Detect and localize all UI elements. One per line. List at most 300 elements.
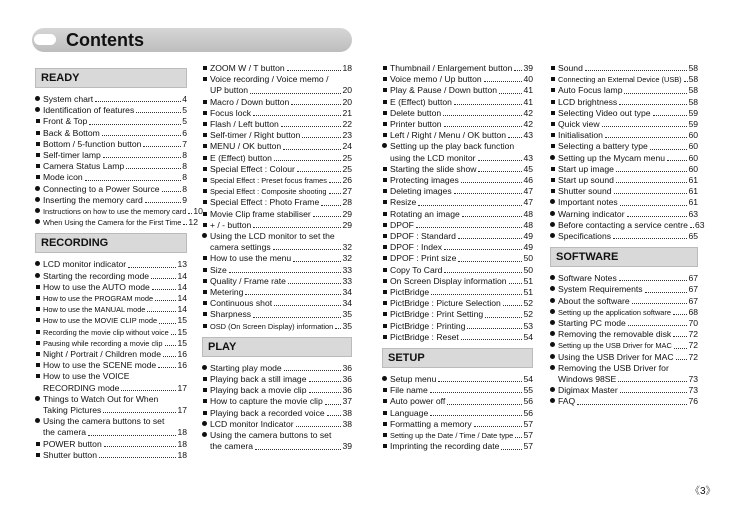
toc-entry[interactable] — [35, 217, 198, 228]
toc-entry[interactable] — [550, 108, 698, 119]
toc-entry-title: PictBridge — [390, 287, 430, 298]
circle-bullet-icon — [550, 396, 558, 407]
circle-bullet-icon — [35, 217, 43, 228]
square-bullet-icon — [202, 265, 210, 276]
toc-entry[interactable] — [382, 186, 533, 197]
toc-entry[interactable] — [382, 276, 533, 287]
toc-entry[interactable] — [202, 220, 352, 231]
toc-entry[interactable] — [382, 253, 533, 264]
toc-entry[interactable] — [382, 408, 533, 419]
toc-entry-title: Instructions on how to use the memory card — [43, 207, 187, 217]
toc-entry[interactable] — [202, 74, 352, 85]
dot-leader — [616, 182, 688, 183]
toc-entry[interactable] — [35, 327, 187, 338]
circle-bullet-icon — [550, 329, 558, 340]
toc-entry-title: On Screen Display information — [390, 275, 507, 286]
circle-bullet-icon — [35, 105, 43, 116]
toc-page-number: 58 — [688, 74, 699, 85]
toc-page-number: 29 — [342, 208, 352, 219]
toc-entry-title: Starting PC mode — [558, 318, 626, 329]
toc-entry-title: POWER button — [43, 438, 102, 449]
toc-entry-title: Windows 98SE — [558, 374, 617, 385]
toc-page-number: 53 — [523, 320, 533, 331]
dot-leader — [690, 227, 694, 228]
square-bullet-icon — [202, 63, 210, 74]
toc-page-number: 72 — [688, 351, 698, 362]
toc-entry-title: How to use the VOICE — [43, 371, 130, 382]
square-bullet-icon — [202, 253, 210, 264]
dot-leader — [619, 280, 688, 281]
dot-leader — [88, 435, 176, 436]
toc-entry-title: Size — [210, 264, 227, 275]
toc-page-number: 41 — [523, 96, 533, 107]
toc-entry-continuation[interactable] — [382, 153, 533, 164]
toc-page-number: 63 — [688, 208, 698, 219]
square-bullet-icon — [382, 265, 390, 276]
toc-entry-title: Starting the slide show — [390, 163, 477, 174]
toc-entry[interactable] — [35, 282, 187, 293]
toc-entry[interactable] — [550, 85, 698, 96]
toc-entry[interactable] — [382, 197, 533, 208]
toc-page-number: 61 — [688, 175, 698, 186]
dot-leader — [431, 294, 522, 295]
toc-entry[interactable] — [382, 332, 533, 343]
toc-entry[interactable] — [382, 419, 533, 430]
toc-entry[interactable] — [550, 307, 698, 318]
toc-entry[interactable] — [202, 298, 352, 309]
square-bullet-icon — [35, 172, 43, 183]
toc-page-number: 8 — [182, 161, 187, 172]
toc-entry[interactable] — [550, 296, 698, 307]
toc-page-number: 54 — [523, 331, 533, 342]
toc-entry[interactable] — [202, 175, 352, 186]
dot-leader — [447, 404, 522, 405]
dot-leader — [103, 412, 176, 413]
dot-leader — [645, 292, 688, 293]
toc-entry[interactable] — [382, 63, 533, 74]
toc-entry[interactable] — [550, 130, 698, 141]
toc-page-number: 42 — [523, 107, 533, 118]
toc-entry-title: Setup menu — [390, 374, 437, 385]
toc-entry-title: How to use the MANUAL mode — [43, 305, 146, 315]
dot-leader — [632, 303, 688, 304]
toc-entry[interactable] — [382, 164, 533, 175]
toc-page-number: 35 — [342, 320, 352, 331]
toc-entry[interactable] — [35, 150, 187, 161]
dot-leader — [684, 81, 688, 82]
toc-entry[interactable] — [550, 329, 698, 340]
toc-entry-title: Important notes — [558, 197, 618, 208]
square-bullet-icon — [550, 175, 558, 186]
toc-entry-continuation[interactable] — [550, 374, 698, 385]
toc-page-number: 65 — [688, 231, 698, 242]
square-bullet-icon — [35, 128, 43, 139]
toc-page-number: 39 — [523, 63, 533, 73]
toc-entry-title: Connecting to a Power Source — [43, 183, 160, 194]
toc-entry[interactable] — [202, 374, 352, 385]
toc-entry-title: Using the USB Driver for MAC — [558, 351, 674, 362]
toc-entry[interactable] — [35, 206, 203, 217]
toc-entry[interactable] — [550, 209, 698, 220]
toc-entry[interactable] — [202, 97, 352, 108]
dot-leader — [329, 193, 342, 194]
toc-page-number: 50 — [523, 264, 533, 275]
toc-entry[interactable] — [202, 153, 352, 164]
toc-page-number: 49 — [523, 242, 533, 253]
toc-entry-title: DPOF : Standard — [390, 231, 456, 242]
toc-entry-title: RECORDING mode — [43, 382, 120, 393]
toc-entry[interactable] — [35, 304, 187, 315]
toc-entry[interactable] — [382, 108, 533, 119]
toc-entry[interactable] — [202, 287, 352, 298]
toc-page-number: 12 — [188, 217, 198, 228]
square-bullet-icon — [550, 164, 558, 175]
toc-entry[interactable] — [382, 374, 533, 385]
toc-entry[interactable] — [35, 394, 187, 405]
toc-entry-continuation[interactable] — [202, 242, 352, 253]
toc-entry[interactable] — [382, 396, 533, 407]
square-bullet-icon — [202, 97, 210, 108]
toc-entry[interactable] — [35, 128, 187, 139]
dot-leader — [255, 449, 341, 450]
toc-page-number: 34 — [342, 298, 352, 309]
toc-entry-continuation[interactable] — [35, 383, 187, 394]
square-bullet-icon — [35, 450, 43, 461]
toc-page-number: 33 — [342, 264, 352, 275]
toc-entry-title: Quick view — [558, 119, 600, 130]
toc-entry[interactable] — [550, 396, 698, 407]
toc-entry-title: E (Effect) button — [390, 96, 452, 107]
toc-entry-title: Start up image — [558, 163, 614, 174]
dot-leader — [313, 216, 342, 217]
toc-entry[interactable] — [550, 273, 698, 284]
square-bullet-icon — [35, 304, 43, 315]
toc-entry-title: Inserting the memory card — [43, 194, 143, 205]
toc-entry-title: Selecting a battery type — [558, 141, 648, 152]
toc-entry-title: Using the LCD monitor to set the — [210, 231, 335, 242]
dot-leader — [650, 149, 688, 150]
toc-entry[interactable] — [35, 315, 187, 326]
toc-entry-title: PictBridge : Picture Selection — [390, 298, 501, 309]
toc-entry[interactable] — [202, 396, 352, 407]
toc-entry[interactable] — [202, 309, 352, 320]
dot-leader — [143, 146, 181, 147]
dot-leader — [253, 115, 341, 116]
toc-page-number: 72 — [688, 340, 698, 351]
toc-entry[interactable] — [202, 321, 352, 332]
section-header: SOFTWARE — [550, 247, 698, 267]
toc-entry[interactable] — [35, 416, 187, 427]
toc-entry-title: Auto Focus lamp — [558, 85, 623, 96]
square-bullet-icon — [35, 161, 43, 172]
toc-entry[interactable] — [382, 209, 533, 220]
dot-leader — [89, 124, 181, 125]
circle-bullet-icon — [550, 385, 558, 396]
toc-entry[interactable] — [382, 74, 533, 85]
toc-entry-title: Recording the movie clip without voice — [43, 327, 169, 337]
dot-leader — [163, 356, 176, 357]
toc-page-number: 40 — [523, 74, 533, 85]
toc-entry[interactable] — [35, 338, 187, 349]
toc-entry-continuation[interactable] — [35, 405, 187, 416]
toc-entry[interactable] — [382, 141, 533, 152]
toc-entry-continuation[interactable] — [202, 441, 352, 452]
toc-entry-title: Digimax Master — [558, 385, 618, 396]
square-bullet-icon — [382, 287, 390, 298]
circle-bullet-icon — [35, 206, 43, 217]
toc-page-number: 68 — [688, 306, 698, 317]
circle-bullet-icon — [550, 307, 558, 318]
toc-entry[interactable] — [550, 284, 698, 295]
toc-entry-title: Software Notes — [558, 273, 617, 284]
toc-entry[interactable] — [382, 385, 533, 396]
toc-entry[interactable] — [202, 408, 352, 419]
toc-entry[interactable] — [202, 130, 352, 141]
toc-entry[interactable] — [382, 220, 533, 231]
page-number: 《3》 — [690, 486, 716, 497]
toc-entry-title: System Requirements — [558, 284, 643, 295]
toc-entry[interactable] — [382, 242, 533, 253]
circle-bullet-icon — [35, 394, 43, 405]
toc-entry-title: Sound — [558, 63, 583, 73]
toc-entry-title: How to use the AUTO mode — [43, 281, 150, 292]
square-bullet-icon — [550, 119, 558, 130]
toc-entry[interactable] — [202, 363, 352, 374]
toc-entry-title: Front & Top — [43, 116, 88, 127]
toc-entry[interactable] — [550, 318, 698, 329]
toc-page-number: 73 — [688, 385, 698, 396]
toc-entry-title: Special Effect : Photo Frame — [210, 197, 320, 208]
toc-entry[interactable] — [202, 141, 352, 152]
toc-page-number: 60 — [688, 152, 698, 163]
toc-entry[interactable] — [550, 97, 698, 108]
square-bullet-icon — [550, 74, 558, 85]
toc-page-number: 47 — [523, 186, 533, 197]
dot-leader — [183, 224, 187, 225]
toc-entry[interactable] — [382, 175, 533, 186]
toc-entry[interactable] — [550, 119, 698, 130]
toc-entry[interactable] — [202, 430, 352, 441]
square-bullet-icon — [202, 209, 210, 220]
toc-page-number: 17 — [177, 405, 187, 416]
toc-entry-title: How to use the MOVIE CLIP mode — [43, 316, 158, 326]
toc-entry[interactable] — [202, 197, 352, 208]
toc-entry[interactable] — [382, 430, 533, 441]
toc-entry[interactable] — [382, 130, 533, 141]
dot-leader — [499, 93, 522, 94]
toc-entry[interactable] — [35, 439, 187, 450]
toc-column-1 — [35, 63, 203, 461]
toc-entry[interactable] — [202, 419, 352, 430]
toc-entry[interactable] — [382, 298, 533, 309]
toc-entry[interactable] — [550, 340, 698, 351]
square-bullet-icon — [382, 430, 390, 441]
toc-entry[interactable] — [550, 197, 698, 208]
toc-page-number: 9 — [182, 194, 187, 205]
toc-entry[interactable] — [202, 385, 352, 396]
toc-entry[interactable] — [35, 259, 187, 270]
toc-entry-title: camera settings — [210, 242, 271, 253]
toc-entry[interactable] — [550, 153, 698, 164]
toc-entry-continuation[interactable] — [35, 427, 187, 438]
toc-page-number: 73 — [688, 374, 698, 385]
toc-entry[interactable] — [35, 139, 187, 150]
toc-entry-title: How to use the PROGRAM mode — [43, 294, 154, 304]
dot-leader — [438, 381, 522, 382]
toc-entry-title: Connecting an External Device (USB) — [558, 75, 682, 85]
toc-entry[interactable] — [202, 164, 352, 175]
toc-entry[interactable] — [550, 186, 698, 197]
toc-entry[interactable] — [382, 309, 533, 320]
toc-page-number: 5 — [182, 105, 187, 116]
toc-entry[interactable] — [550, 175, 698, 186]
toc-entry-title: using the LCD monitor — [390, 152, 476, 163]
toc-entry-title: Setting up the play back function — [390, 141, 515, 152]
toc-entry[interactable] — [35, 195, 187, 206]
dot-leader — [577, 404, 687, 405]
square-bullet-icon — [202, 321, 210, 332]
toc-page-number: 16 — [177, 349, 187, 360]
dot-leader — [162, 191, 182, 192]
square-bullet-icon — [202, 220, 210, 231]
toc-entry[interactable] — [550, 63, 698, 74]
toc-entry[interactable] — [382, 119, 533, 130]
toc-entry-title: the camera — [43, 427, 86, 438]
toc-page-number: 25 — [342, 163, 352, 174]
toc-column-2 — [202, 63, 352, 453]
toc-entry[interactable] — [550, 74, 698, 85]
toc-entry[interactable] — [382, 97, 533, 108]
toc-entry-title: Auto power off — [390, 396, 446, 407]
toc-page-number: 58 — [688, 96, 698, 107]
toc-entry[interactable] — [202, 265, 352, 276]
toc-entry[interactable] — [202, 253, 352, 264]
toc-column-3 — [382, 63, 533, 453]
toc-entry[interactable] — [382, 85, 533, 96]
toc-entry-title: OSD (On Screen Display) information — [210, 321, 334, 331]
toc-entry[interactable] — [550, 352, 698, 363]
toc-entry[interactable] — [35, 450, 187, 461]
dot-leader — [145, 202, 181, 203]
circle-bullet-icon — [550, 296, 558, 307]
toc-page-number: 14 — [177, 270, 187, 281]
toc-page-number: 61 — [688, 186, 698, 197]
square-bullet-icon — [202, 309, 210, 320]
toc-entry-title: Start up sound — [558, 175, 614, 186]
toc-page-number: 61 — [688, 197, 698, 208]
toc-entry[interactable] — [550, 363, 698, 374]
toc-entry[interactable] — [35, 172, 187, 183]
toc-page-number: 33 — [342, 275, 352, 286]
toc-entry[interactable] — [35, 371, 187, 382]
toc-entry[interactable] — [35, 360, 187, 371]
dot-leader — [104, 446, 177, 447]
toc-entry-title: Night / Portrait / Children mode — [43, 349, 161, 360]
square-bullet-icon — [35, 439, 43, 450]
toc-page-number: 54 — [523, 374, 533, 385]
square-bullet-icon — [202, 130, 210, 141]
square-bullet-icon — [382, 332, 390, 343]
toc-page-number: 57 — [523, 430, 533, 441]
dot-leader — [461, 339, 523, 340]
dot-leader — [467, 328, 522, 329]
dot-leader — [673, 314, 687, 315]
toc-entry[interactable] — [202, 63, 352, 74]
toc-entry[interactable] — [202, 119, 352, 130]
toc-entry[interactable] — [202, 108, 352, 119]
toc-entry[interactable] — [35, 293, 187, 304]
toc-entry[interactable] — [35, 94, 187, 105]
toc-entry-continuation[interactable] — [202, 85, 352, 96]
toc-entry[interactable] — [382, 321, 533, 332]
toc-entry[interactable] — [35, 271, 187, 282]
toc-entry[interactable] — [202, 231, 352, 242]
toc-entry[interactable] — [550, 385, 698, 396]
toc-page-number: 4 — [182, 94, 187, 104]
toc-entry-title: Using the camera buttons to set — [43, 416, 165, 427]
dot-leader — [614, 193, 688, 194]
toc-entry[interactable] — [382, 441, 533, 452]
dot-leader — [287, 70, 342, 71]
dot-leader — [296, 426, 342, 427]
circle-bullet-icon — [550, 352, 558, 363]
toc-entry-title: Removing the USB Driver for — [558, 362, 669, 373]
toc-entry[interactable] — [550, 141, 698, 152]
dot-leader — [478, 160, 523, 161]
toc-page-number: 18 — [342, 63, 352, 73]
toc-entry-title: Voice recording / Voice memo / — [210, 74, 329, 85]
circle-bullet-icon — [35, 195, 43, 206]
toc-page-number: 5 — [182, 116, 187, 127]
dot-leader — [253, 317, 341, 318]
toc-entry[interactable] — [382, 287, 533, 298]
toc-entry-title: Formatting a memory — [390, 418, 472, 429]
dot-leader — [501, 449, 522, 450]
toc-entry[interactable] — [550, 219, 705, 231]
toc-entry[interactable] — [202, 209, 352, 220]
dot-leader — [514, 70, 522, 71]
toc-entry[interactable] — [382, 231, 533, 242]
toc-entry[interactable] — [202, 186, 352, 197]
toc-entry-title: Flash / Left button — [210, 119, 279, 130]
toc-entry[interactable] — [35, 184, 187, 195]
dot-leader — [674, 348, 688, 349]
toc-entry[interactable] — [202, 276, 352, 287]
toc-page-number: 8 — [182, 172, 187, 183]
square-bullet-icon — [382, 321, 390, 332]
toc-entry-title: File name — [390, 385, 428, 396]
toc-entry[interactable] — [382, 265, 533, 276]
dot-leader — [85, 180, 182, 181]
toc-entry-title: How to use the SCENE mode — [43, 360, 157, 371]
toc-entry-title: Specifications — [558, 231, 612, 242]
toc-entry-title: Left / Right / Menu / OK button — [390, 130, 507, 141]
toc-entry[interactable] — [550, 164, 698, 175]
square-bullet-icon — [202, 175, 210, 186]
toc-entry[interactable] — [35, 105, 187, 116]
toc-entry[interactable] — [550, 231, 698, 242]
toc-page-number: 32 — [342, 242, 352, 253]
square-bullet-icon — [202, 164, 210, 175]
toc-entry[interactable] — [35, 161, 187, 172]
toc-page-number: 48 — [523, 208, 533, 219]
toc-entry[interactable] — [35, 349, 187, 360]
square-bullet-icon — [202, 374, 210, 385]
toc-page-number: 59 — [688, 107, 698, 118]
title-decoration — [34, 34, 56, 45]
dot-leader — [444, 126, 523, 127]
toc-entry[interactable] — [35, 116, 187, 127]
